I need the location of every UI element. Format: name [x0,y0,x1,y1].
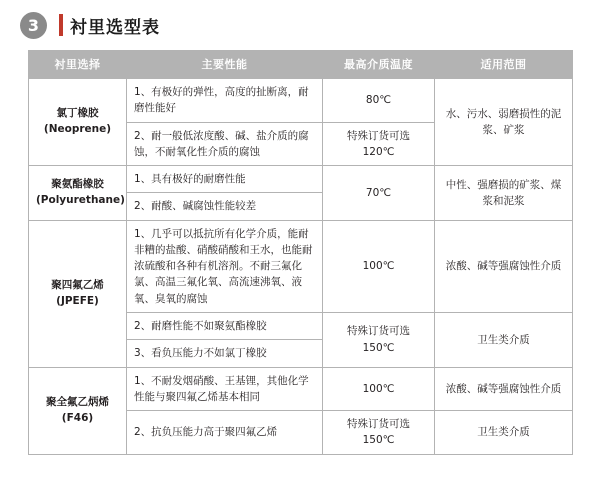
lining-name-cell [29,79,127,166]
temperature-cell: 100℃ [323,367,435,411]
temperature-line-1: 特殊订货可选 [347,418,410,431]
page-header [0,0,600,40]
temperature-cell [323,122,435,166]
lining-selection-table [28,50,573,455]
performance-cell: 1、具有极好的耐磨性能 [127,166,323,193]
scope-cell: 中性、强磨损的矿浆、煤浆和泥浆 [435,166,573,221]
title-accent-bar [59,14,63,36]
performance-cell: 2、耐酸、碱腐蚀性能较差 [127,193,323,220]
scope-cell: 浓酸、碱等强腐蚀性介质 [435,220,573,312]
lining-name-cn: 氯丁橡胶 [56,107,99,120]
page-title [59,13,160,38]
temperature-cell [323,312,435,367]
temperature-cell [323,411,435,455]
page-title-text: 衬里选型表 [70,17,160,38]
section-number-badge: 3 [20,12,47,39]
column-header-performance: 主要性能 [127,51,323,79]
table-row [29,220,573,312]
performance-cell: 2、耐一般低浓度酸、碱、盐介质的腐蚀，不耐氧化性介质的腐蚀 [127,122,323,166]
table-row [29,367,573,411]
column-header-lining: 衬里选择 [29,51,127,79]
table-header [29,51,573,79]
column-header-max-temperature: 最高介质温度 [323,51,435,79]
lining-name-en: (Polyurethane) [36,193,125,206]
temperature-line-2: 150℃ [362,341,395,354]
table-row [29,166,573,193]
temperature-line-2: 150℃ [362,434,395,447]
scope-cell: 浓酸、碱等强腐蚀性介质 [435,367,573,411]
scope-cell: 卫生类介质 [435,312,573,367]
temperature-line-2: 120℃ [362,145,395,158]
lining-name-cell [29,220,127,367]
temperature-cell: 100℃ [323,220,435,312]
table-header-row [29,51,573,79]
lining-name-cell [29,367,127,454]
performance-cell: 2、耐磨性能不如聚氨酯橡胶 [127,312,323,339]
temperature-line-1: 特殊订货可选 [347,325,410,338]
performance-cell: 1、几乎可以抵抗所有化学介质，能耐非糟的盐酸、硝酸硝酸和王水，也能耐浓硫酸和各种有机溶剂。不耐三氟化氯、高温三氟化氧、高流速沸氧、液氧、臭氧的腐蚀 [127,220,323,312]
performance-cell: 1、不耐发烟硝酸、王基锂，其他化学性能与聚四氟乙烯基本相同 [127,367,323,411]
lining-name-en: (F46) [61,411,94,424]
temperature-line-1: 特殊订货可选 [347,129,410,142]
lining-name-cn: 聚四氟乙烯 [51,278,104,291]
spec-table-wrapper [0,40,600,455]
lining-name-cell [29,166,127,221]
temperature-cell: 80℃ [323,79,435,123]
lining-name-en: (JPEFE) [56,294,99,307]
table-body [29,79,573,455]
scope-cell: 水、污水、弱磨损性的泥浆、矿浆 [435,79,573,166]
scope-cell: 卫生类介质 [435,411,573,455]
lining-name-en: (Neoprene) [43,123,112,136]
performance-cell: 2、抗负压能力高于聚四氟乙烯 [127,411,323,455]
column-header-scope: 适用范围 [435,51,573,79]
table-row [29,79,573,123]
lining-name-cn: 聚氨酯橡胶 [51,178,104,191]
performance-cell: 3、看负压能力不如氯丁橡胶 [127,340,323,367]
lining-name-cn: 聚全氟乙炳烯 [46,395,109,408]
performance-cell: 1、有极好的弹性，高度的扯断离，耐磨性能好 [127,79,323,123]
temperature-cell: 70℃ [323,166,435,221]
